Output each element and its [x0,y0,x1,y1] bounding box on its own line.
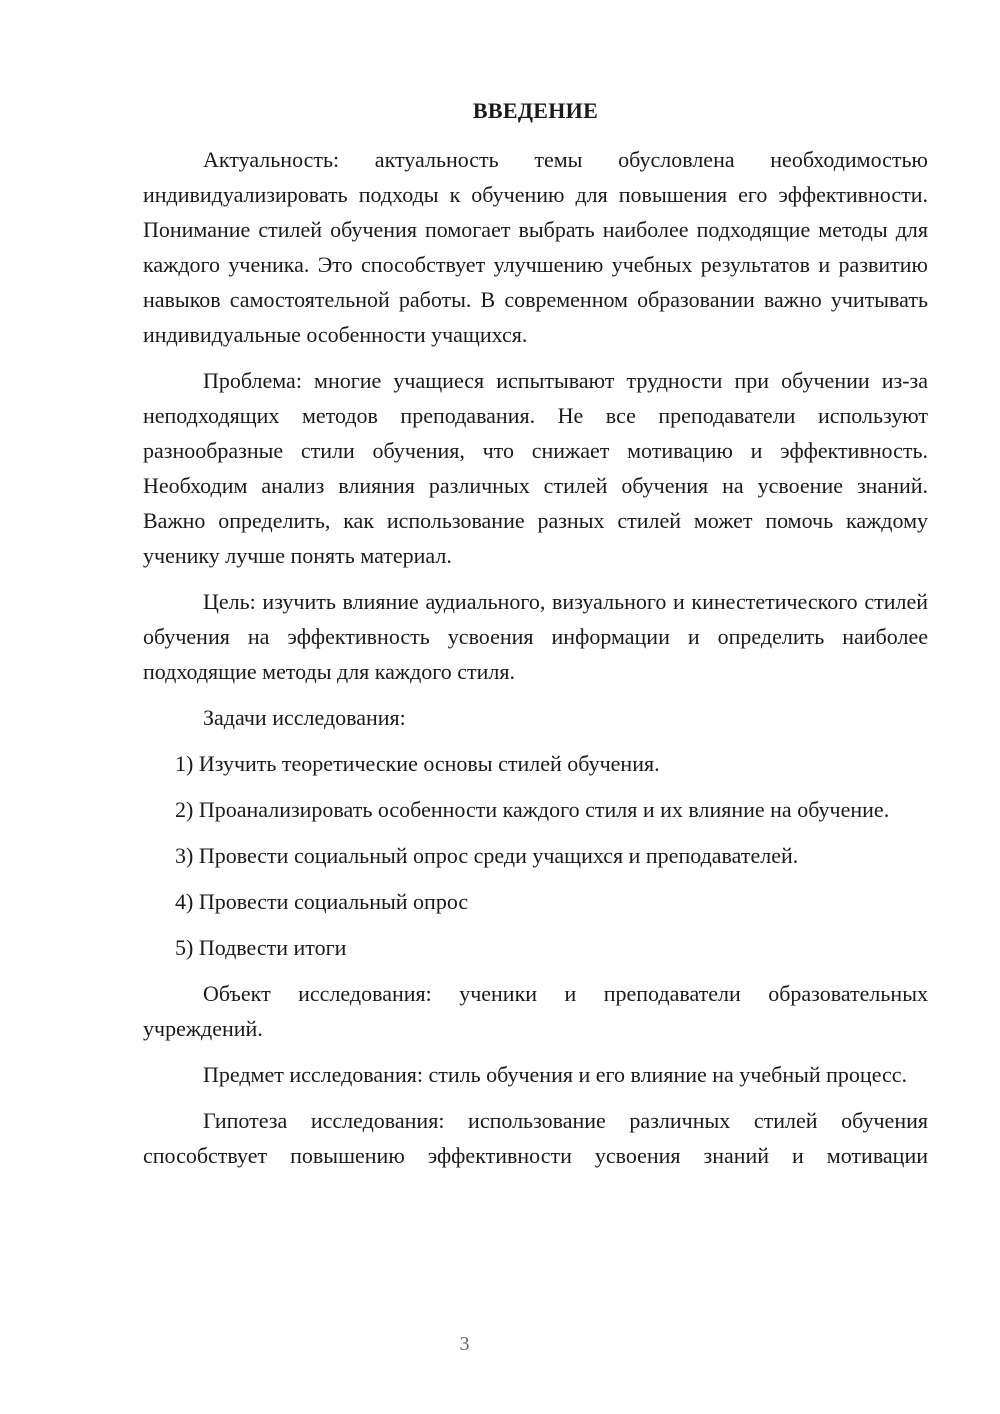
goal-paragraph: Цель: изучить влияние аудиального, визуального и кинестетического стилей обучения на эффективность усвоения информации и определить наиболее подходящие методы для каждого стиля. [143,589,928,684]
tasks-heading: Задачи исследования: [203,705,406,730]
task-item: 4) Провести социальный опрос [175,889,469,914]
page-number: 3 [459,1333,470,1355]
relevance-paragraph: Актуальность: актуальность темы обусловлена необходимостью индивидуализировать подходы к обучению для повышения его эффективности. Понимание стилей обучения помогает выбрать наиболее подходящие методы для каждого ученика. Это способствует улучшению учебных результатов и развитию навыков самостоятельной работы. В современном образовании важно учитывать индивидуальные особенности учащихся. [143,147,928,347]
task-item: 2) Проанализировать особенности каждого стиля и их влияние на обучение. [175,797,890,822]
object-paragraph: Объект исследования: ученики и преподаватели образовательных учреждений. [143,981,928,1041]
page-content [143,94,928,1184]
problem-paragraph: Проблема: многие учащиеся испытывают трудности при обучении из-за неподходящих методов преподавания. Не все преподаватели используют разнообразные стили обучения, что снижает мотивацию и эффективность. Необходим анализ влияния различных стилей обучения на усвоение знаний. Важно определить, как использование разных стилей может помочь каждому ученику лучше понять материал. [143,368,928,568]
page-title: ВВЕДЕНИЕ [472,98,599,123]
task-item: 5) Подвести итоги [175,935,347,960]
subject-paragraph: Предмет исследования: стиль обучения и его влияние на учебный процесс. [203,1062,908,1087]
task-item: 1) Изучить теоретические основы стилей обучения. [175,751,660,776]
task-item: 3) Провести социальный опрос среди учащихся и преподавателей. [175,843,799,868]
hypothesis-paragraph: Гипотеза исследования: использование различных стилей обучения способствует повышению эффективности усвоения знаний и мотивации [143,1108,928,1168]
